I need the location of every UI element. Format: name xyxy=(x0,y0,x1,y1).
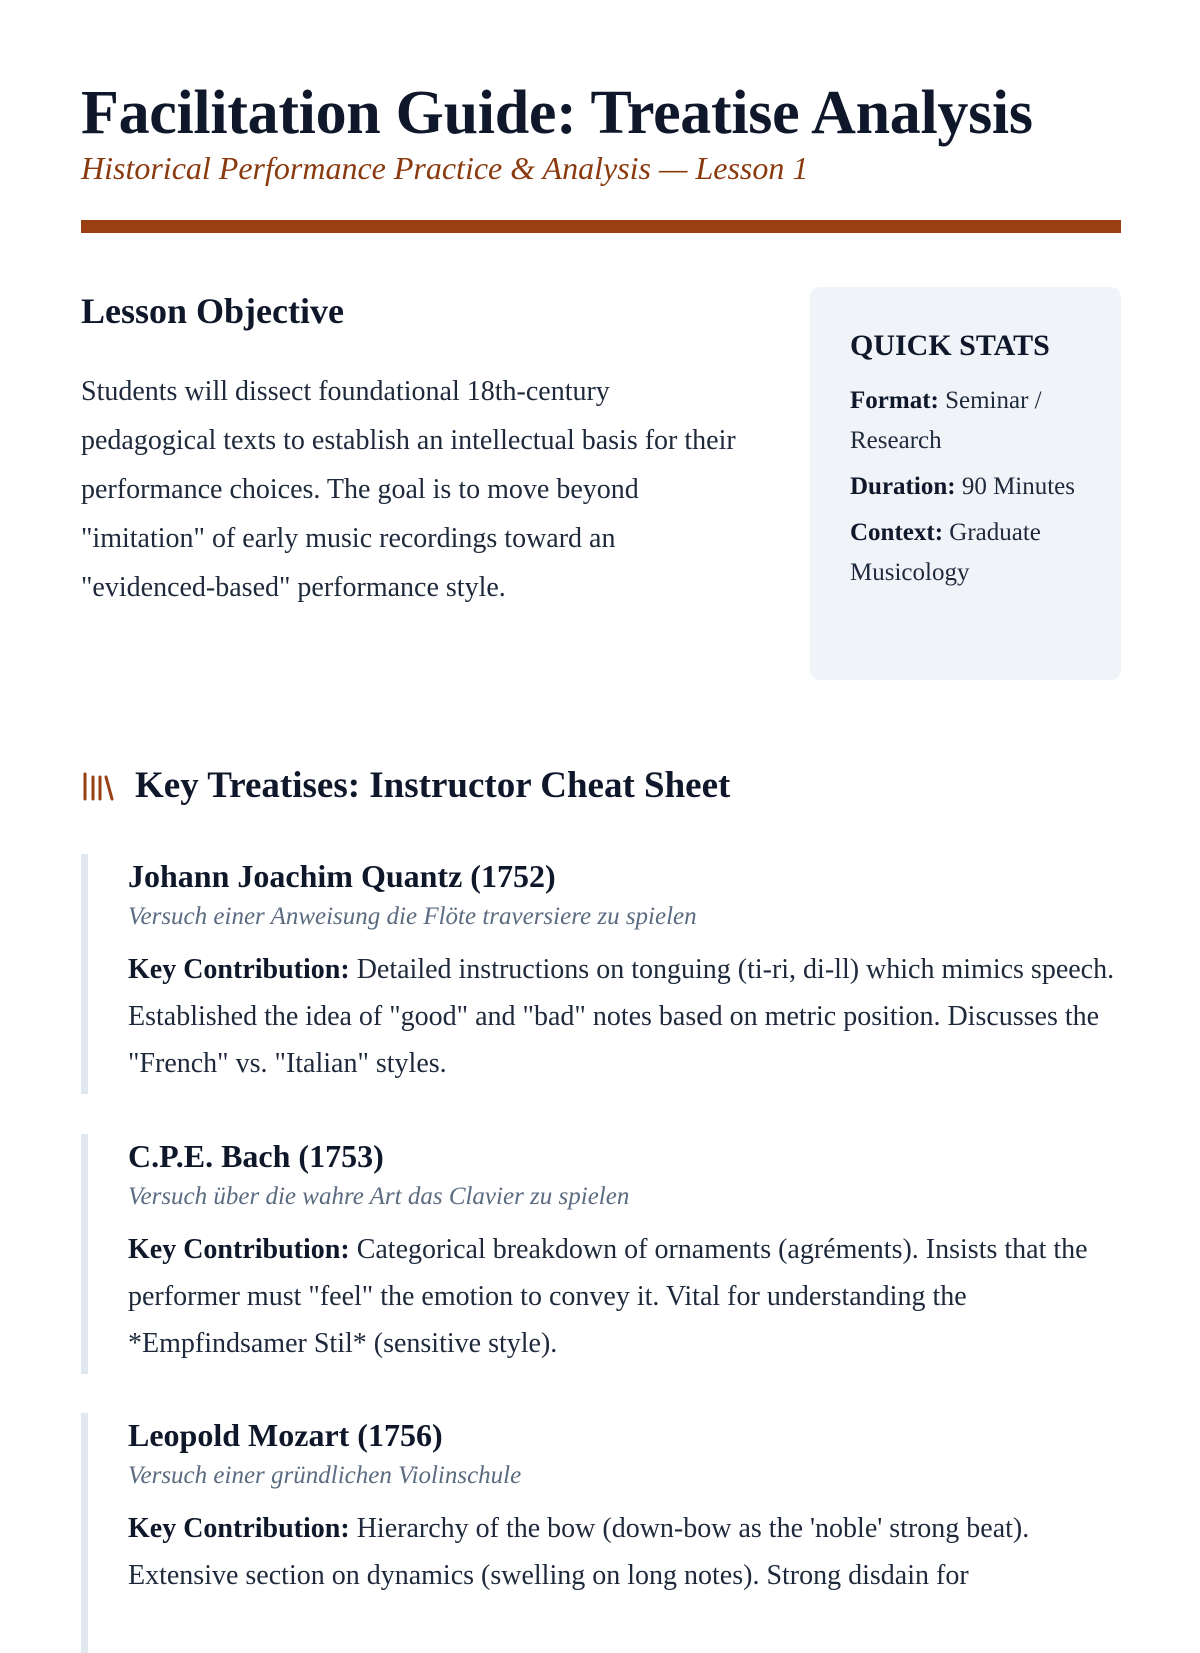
treatise-cpe-bach xyxy=(81,1134,1121,1374)
treatise-leopold-mozart xyxy=(81,1413,1121,1653)
stat-label: Duration: xyxy=(850,473,956,500)
contribution-text: Hierarchy of the bow (down-bow as the 'noble' strong beat). Extensive section on dynamics (swelling on long notes). Strong disdain for xyxy=(128,1513,1030,1591)
objective-text: Students will dissect foundational 18th-century pedagogical texts to establish an intellectual basis for their performance choices. The goal is to move beyond "imitation" of early music recordings toward an "evidenced-based" performance style. xyxy=(81,376,736,603)
stat-label: Context: xyxy=(850,519,944,546)
stat-value: 90 Minutes xyxy=(961,473,1076,500)
stat-value: Graduate Musicology xyxy=(850,519,1041,586)
treatises-heading-text: Key Treatises: Instructor Cheat Sheet xyxy=(135,765,731,806)
treatise-quantz xyxy=(81,854,1121,1094)
treatises-heading xyxy=(81,764,730,807)
books-icon xyxy=(81,771,115,801)
contribution-text: Detailed instructions on tonguing (ti-ri, di-ll) which mimics speech. Established the idea of "good" and "bad" notes based on metric position. Discusses the "French" vs. "Italian" styles. xyxy=(128,954,1115,1079)
stat-context xyxy=(850,513,1101,593)
page-subtitle: Historical Performance Practice & Analysis — Lesson 1 xyxy=(81,150,809,186)
page-title: Facilitation Guide: Treatise Analysis xyxy=(81,79,1033,147)
treatise-author: Leopold Mozart (1756) xyxy=(128,1417,443,1453)
treatise-contribution xyxy=(128,1226,1121,1367)
contribution-label: Key Contribution: xyxy=(128,1234,350,1265)
objective-heading: Lesson Objective xyxy=(81,291,344,331)
quick-stats-heading: QUICK STATS xyxy=(850,329,1050,362)
stat-label: Format: xyxy=(850,387,939,414)
treatise-title: Versuch einer Anweisung die Flöte traversiere zu spielen xyxy=(128,903,697,930)
stat-duration xyxy=(850,467,1101,507)
contribution-label: Key Contribution: xyxy=(128,1513,350,1544)
treatise-author: Johann Joachim Quantz (1752) xyxy=(128,858,556,894)
quick-stats-card xyxy=(810,287,1121,680)
header-divider xyxy=(81,220,1121,233)
treatise-author: C.P.E. Bach (1753) xyxy=(128,1138,384,1174)
treatise-contribution xyxy=(128,946,1121,1087)
treatise-contribution xyxy=(128,1505,1121,1599)
stat-value: Seminar / Research xyxy=(850,387,1042,454)
treatise-title: Versuch über die wahre Art das Clavier zu spielen xyxy=(128,1183,630,1210)
stat-format xyxy=(850,381,1101,461)
contribution-text: Categorical breakdown of ornaments (agréments). Insists that the performer must "feel" the emotion to convey it. Vital for understanding the *Empfindsamer Stil* (sensitive style). xyxy=(128,1234,1088,1359)
contribution-label: Key Contribution: xyxy=(128,954,350,985)
treatise-title: Versuch einer gründlichen Violinschule xyxy=(128,1462,522,1489)
